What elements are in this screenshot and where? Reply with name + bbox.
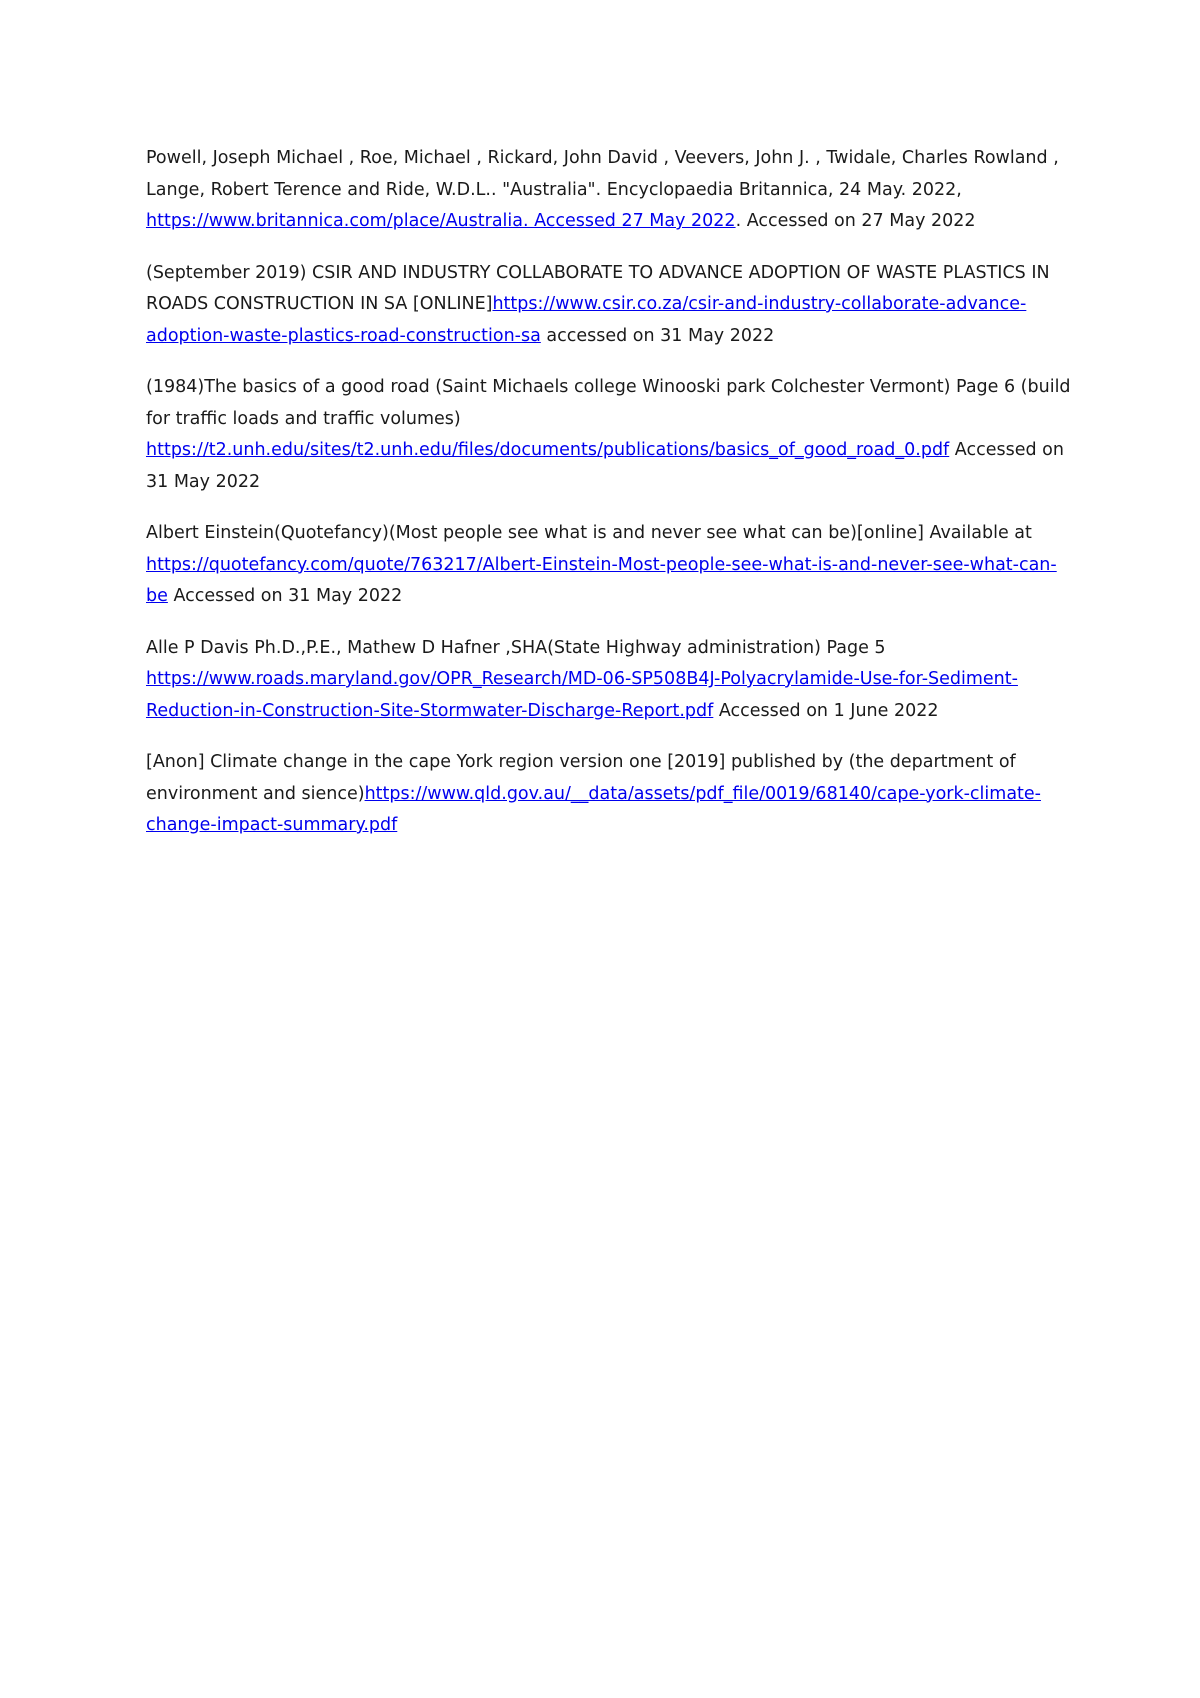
reference-accessed: Accessed on 31 May 2022 bbox=[167, 586, 403, 606]
reference-entry-4 bbox=[146, 518, 1076, 613]
reference-link[interactable]: https://quotefancy.com/quote/763217/Albert-Einstein-Most-people-see-what-is-and-never-see-what-can-be bbox=[146, 554, 1057, 606]
reference-entry-1 bbox=[146, 143, 1076, 238]
reference-text: [Anon] Climate change in the cape York region version one [2019] published by (the department of environment and sience) bbox=[146, 752, 1016, 804]
reference-list bbox=[146, 143, 1076, 862]
reference-accessed: . Accessed on 27 May 2022 bbox=[735, 211, 976, 231]
reference-accessed: Accessed on 1 June 2022 bbox=[713, 700, 939, 721]
reference-link[interactable]: https://www.roads.maryland.gov/OPR_Research/MD-06-SP508B4J-Polyacrylamide-Use-for-Sediment-Reduction-in-Construction-Site-Stormwater-Discharge-Report.pdf bbox=[146, 669, 1018, 721]
reference-entry-6 bbox=[146, 747, 1076, 842]
reference-text: Powell, Joseph Michael , Roe, Michael , Rickard, John David , Veevers, John J. , Twidale, Charles Rowland , Lange, Robert Terence and Ride, W.D.L.. "Australia". Encyclopaedia Britannica, 24 May. 2022, bbox=[146, 148, 1059, 200]
reference-text: (1984)The basics of a good road (Saint Michaels college Winooski park Colchester Vermont) Page 6 (build for traffic loads and traffic volumes) bbox=[146, 377, 1071, 429]
reference-entry-5 bbox=[146, 633, 1076, 728]
reference-text: (September 2019) CSIR AND INDUSTRY COLLABORATE TO ADVANCE ADOPTION OF WASTE PLASTICS IN ROADS CONSTRUCTION IN SA [ONLINE] bbox=[146, 262, 1050, 314]
reference-text: Alle P Davis Ph.D.,P.E., Mathew D Hafner ,SHA(State Highway administration) Page 5 bbox=[146, 637, 886, 658]
reference-link[interactable]: https://www.qld.gov.au/__data/assets/pdf_file/0019/68140/cape-york-climate-change-impact-summary.pdf bbox=[146, 783, 1041, 835]
reference-accessed: accessed on 31 May 2022 bbox=[540, 325, 775, 346]
reference-entry-3 bbox=[146, 372, 1076, 498]
reference-link[interactable]: https://www.csir.co.za/csir-and-industry-collaborate-advance-adoption-waste-plastics-road-construction-sa bbox=[146, 294, 1027, 346]
reference-link[interactable]: https://t2.unh.edu/sites/t2.unh.edu/files/documents/publications/basics_of_good_road_0.pdf bbox=[146, 440, 950, 460]
reference-accessed: Accessed on 31 May 2022 bbox=[146, 440, 1064, 492]
reference-link[interactable]: https://www.britannica.com/place/Australia. Accessed 27 May 2022 bbox=[146, 211, 736, 231]
reference-entry-2 bbox=[146, 258, 1076, 353]
reference-text: Albert Einstein(Quotefancy)(Most people see what is and never see what can be)[online] Available at bbox=[146, 523, 1032, 543]
